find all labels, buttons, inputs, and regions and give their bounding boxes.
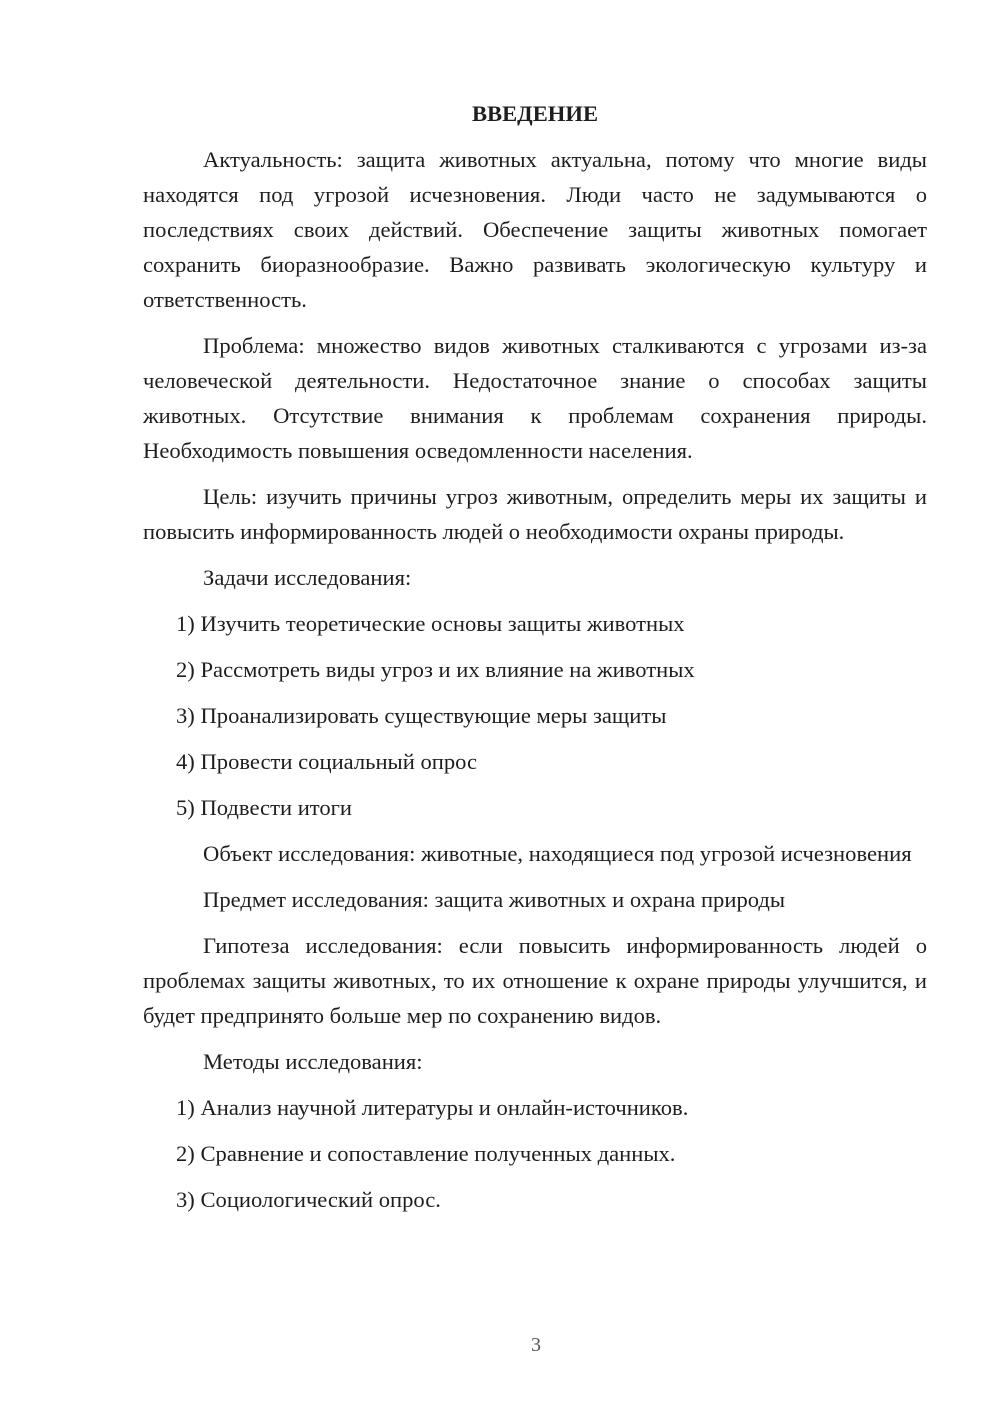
subject-line: Предмет исследования: защита животных и охрана природы	[203, 887, 786, 912]
goal-paragraph: Цель: изучить причины угроз животным, определить меры их защиты и повысить информированность людей о необходимости охраны природы.	[143, 484, 927, 544]
task-item-4: 4) Провести социальный опрос	[176, 749, 478, 774]
methods-list	[143, 1090, 927, 1217]
tasks-heading: Задачи исследования:	[203, 565, 412, 590]
method-item-3: 3) Социологический опрос.	[176, 1187, 441, 1212]
task-item-2: 2) Рассмотреть виды угроз и их влияние на животных	[176, 657, 695, 682]
section-title: ВВЕДЕНИЕ	[471, 101, 599, 126]
page-number: 3	[531, 1334, 541, 1356]
method-item-2: 2) Сравнение и сопоставление полученных данных.	[176, 1141, 676, 1166]
problem-paragraph: Проблема: множество видов животных сталкиваются с угрозами из-за человеческой деятельности. Недостаточное знание о способах защиты животных. Отсутствие внимания к проблемам сохранения природы. Необходимость повышения осведомленности населения.	[143, 333, 927, 463]
task-item-5: 5) Подвести итоги	[176, 795, 353, 820]
document-body	[143, 96, 927, 1228]
object-paragraph: Объект исследования: животные, находящиеся под угрозой исчезновения	[203, 841, 912, 866]
task-item-3: 3) Проанализировать существующие меры защиты	[176, 703, 667, 728]
hypothesis-paragraph: Гипотеза исследования: если повысить информированность людей о проблемах защиты животных, то их отношение к охране природы улучшится, и будет предпринято больше мер по сохранению видов.	[143, 933, 927, 1028]
task-item-1: 1) Изучить теоретические основы защиты животных	[176, 611, 685, 636]
method-item-1: 1) Анализ научной литературы и онлайн-источников.	[176, 1095, 689, 1120]
relevance-paragraph: Актуальность: защита животных актуальна, потому что многие виды находятся под угрозой исчезновения. Люди часто не задумываются о последствиях своих действий. Обеспечение защиты животных помогает сохранить биоразнообразие. Важно развивать экологическую культуру и ответственность.	[143, 147, 927, 312]
methods-heading: Методы исследования:	[203, 1049, 423, 1074]
tasks-list	[143, 606, 927, 825]
